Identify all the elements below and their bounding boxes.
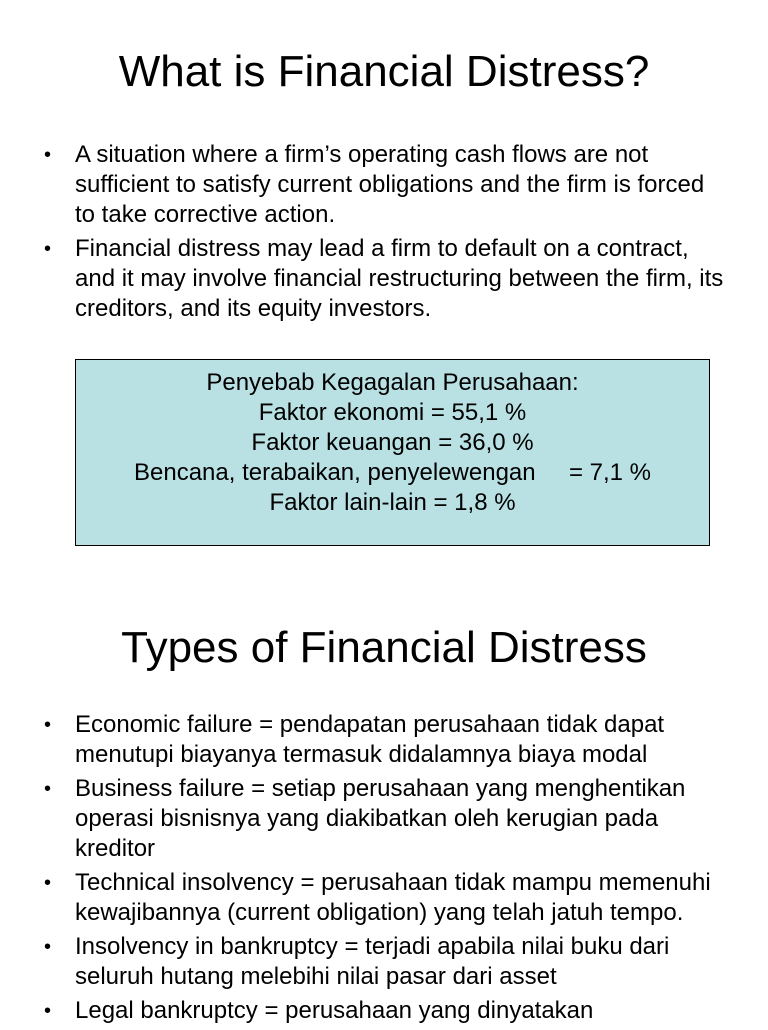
list-item — [44, 774, 724, 864]
bullet-icon: • — [44, 238, 52, 260]
info-box-line: Faktor lain-lain = 1,8 % — [269, 489, 516, 516]
bullet-icon: • — [44, 778, 52, 800]
list-item — [44, 710, 724, 770]
bullet-icon: • — [44, 1000, 52, 1022]
list-item — [44, 140, 724, 230]
bullet-text: A situation where a firm’s operating cash flows are not sufficient to satisfy current obligations and the firm is forced to take corrective action. — [75, 141, 705, 228]
slide-title-financial-distress: What is Financial Distress? — [118, 47, 650, 96]
list-item — [44, 996, 724, 1026]
slide-title-types: Types of Financial Distress — [121, 623, 647, 672]
bullet-text: Financial distress may lead a firm to default on a contract, and it may involve financial restructuring between the firm, its creditors, and its equity investors. — [75, 235, 724, 322]
bullet-icon: • — [44, 936, 52, 958]
info-box-heading: Penyebab Kegagalan Perusahaan: — [206, 369, 579, 396]
bullet-text: Insolvency in bankruptcy = terjadi apabila nilai buku dari seluruh hutang melebihi nilai pasar dari asset — [75, 933, 670, 990]
bullet-icon: • — [44, 872, 52, 894]
info-box-line: Bencana, terabaikan, penyelewengan = 7,1 % — [133, 459, 652, 486]
bullet-icon: • — [44, 714, 52, 736]
bullet-text: Technical insolvency = perusahaan tidak mampu memenuhi kewajibannya (current obligation) yang telah jatuh tempo. — [75, 869, 711, 926]
bullet-list-definition — [44, 140, 724, 328]
list-item — [44, 932, 724, 992]
info-box-line: Faktor keuangan = 36,0 % — [251, 429, 534, 456]
bullet-text: Economic failure = pendapatan perusahaan tidak dapat menutupi biayanya termasuk didalamnya biaya modal — [75, 711, 665, 768]
bullet-text: Business failure = setiap perusahaan yang menghentikan operasi bisnisnya yang diakibatkan oleh kerugian pada kreditor — [75, 775, 686, 862]
list-item — [44, 868, 724, 928]
causes-info-box — [75, 359, 710, 546]
list-item — [44, 234, 724, 324]
bullet-text: Legal bankruptcy = perusahaan yang dinyatakan — [75, 997, 594, 1024]
bullet-list-types — [44, 710, 724, 1030]
bullet-icon: • — [44, 144, 52, 166]
info-box-line: Faktor ekonomi = 55,1 % — [258, 399, 527, 426]
